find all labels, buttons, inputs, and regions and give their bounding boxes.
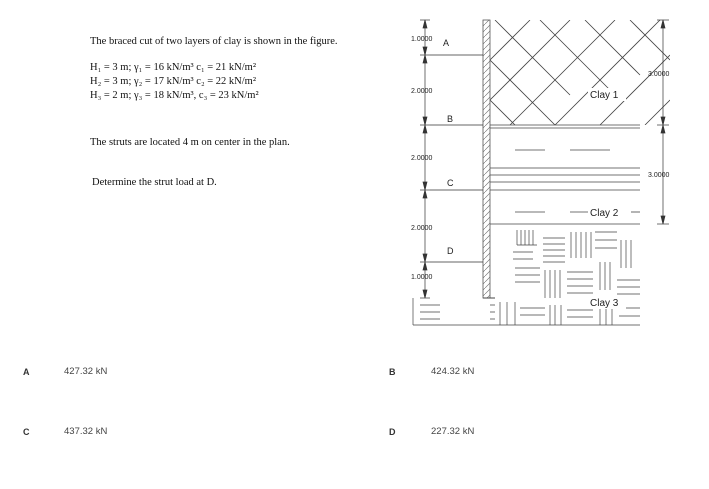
dim-c-d: 2.0000 [411, 225, 433, 232]
layer-label-clay-3: Clay 3 [590, 298, 619, 309]
strut-label-c: C [447, 178, 454, 188]
option-b-text: 424.32 kN [431, 366, 475, 377]
layer-label-clay-1: Clay 1 [590, 90, 619, 101]
strut-label-b: B [447, 114, 454, 124]
clay-3-layer [413, 224, 640, 325]
clay-2-layer [490, 150, 640, 212]
dim-bottom: 1.0000 [411, 274, 433, 281]
dim-top: 1.0000 [411, 36, 433, 43]
sheet-pile-wall [483, 20, 490, 298]
dim-clay-1: 3.0000 [648, 71, 670, 78]
braced-cut-figure [395, 0, 685, 335]
problem-statement [0, 0, 400, 300]
layer-1-properties: H₁ = 3 m; γ₁ = 16 kN/m³ c₁ = 21 kN/m² [90, 62, 256, 73]
option-a-text: 427.32 kN [64, 366, 108, 377]
option-a-letter: A [23, 367, 30, 377]
layer-2-properties: H₂ = 3 m; γ₂ = 17 kN/m³ c₂ = 22 kN/m² [90, 76, 256, 87]
question-text: Determine the strut load at D. [92, 177, 217, 188]
option-b-letter: B [389, 367, 396, 377]
strut-spacing-text: The struts are located 4 m on center in the plan. [90, 137, 290, 148]
clay-1-layer [490, 20, 670, 128]
option-d-text: 227.32 kN [431, 426, 475, 437]
dim-clay-2: 3.0000 [648, 172, 670, 179]
option-c-letter: C [23, 427, 30, 437]
dim-b-c: 2.0000 [411, 155, 433, 162]
dim-a-b: 2.0000 [411, 88, 433, 95]
problem-intro: The braced cut of two layers of clay is shown in the figure. [90, 36, 338, 47]
strut-label-a: A [443, 38, 450, 48]
strut-label-d: D [447, 246, 454, 256]
right-dimension-line [657, 20, 669, 224]
strut-levels [430, 55, 483, 262]
layer-3-properties: H₃ = 2 m; γ₃ = 18 kN/m³, c₃ = 23 kN/m² [90, 90, 259, 101]
layer-label-clay-2: Clay 2 [590, 208, 619, 219]
option-d-letter: D [389, 427, 396, 437]
option-c-text: 437.32 kN [64, 426, 108, 437]
